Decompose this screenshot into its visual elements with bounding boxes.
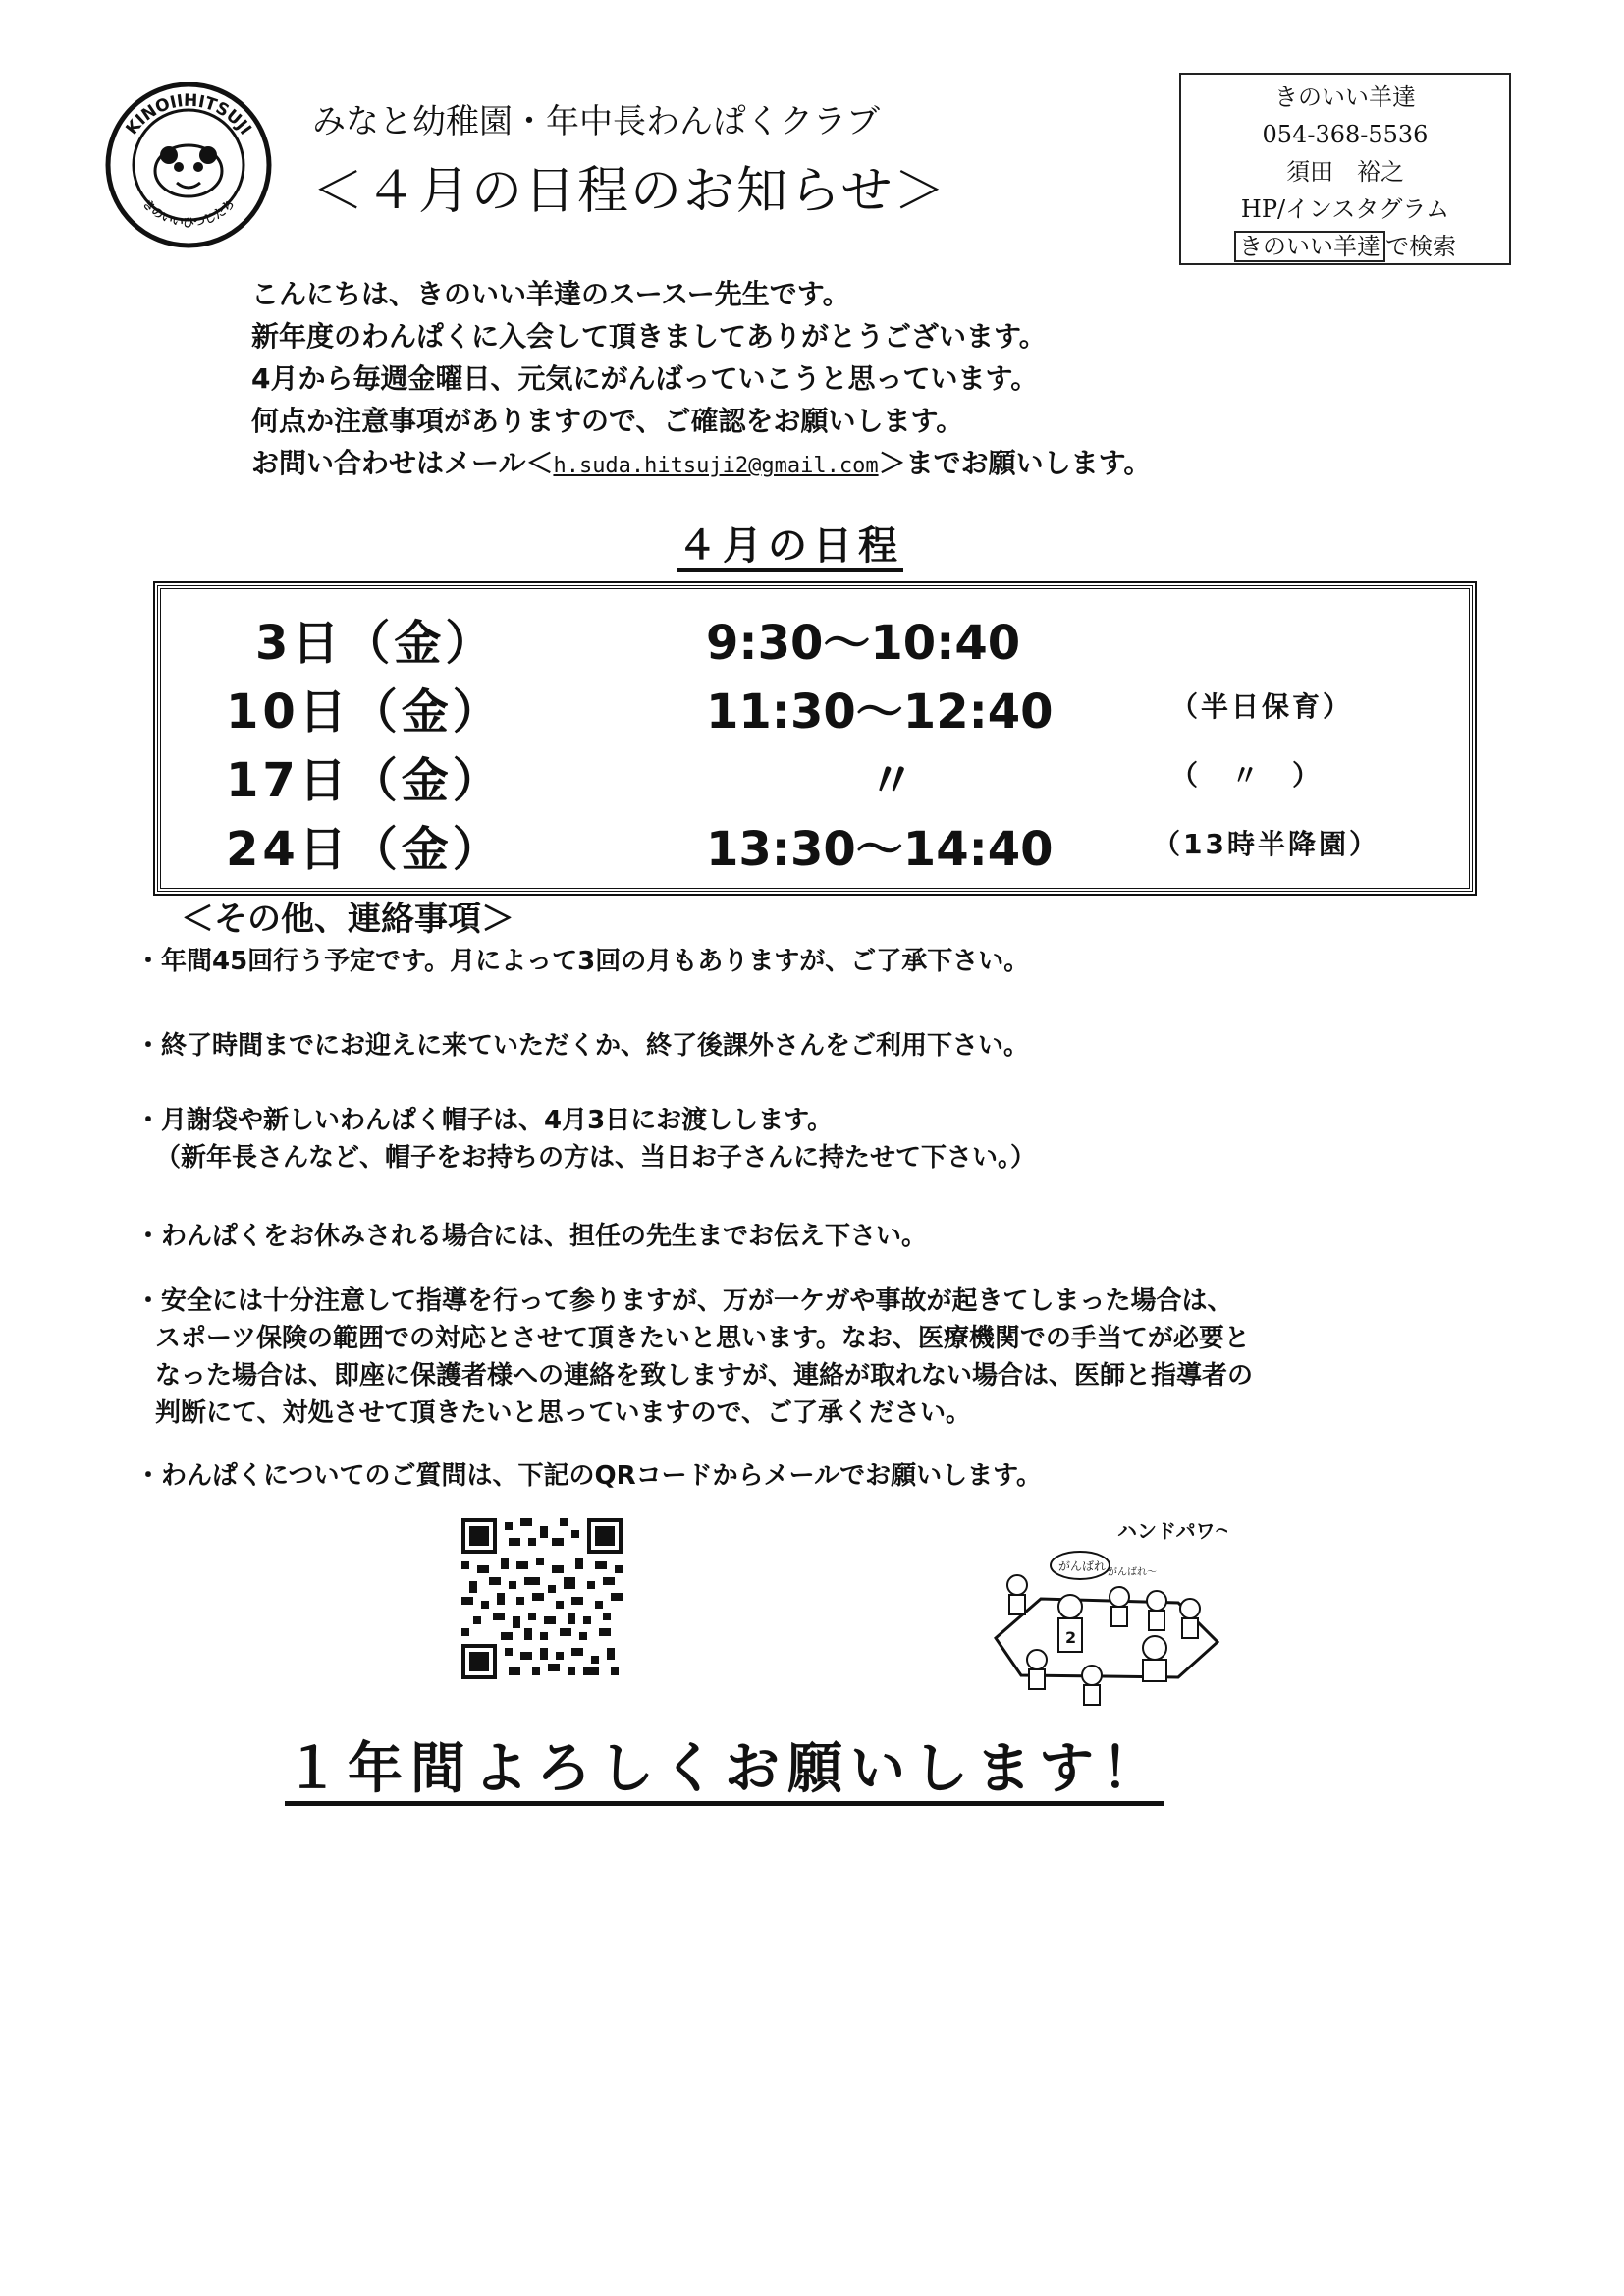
note-line: ・わんぱくをお休みされる場合には、担任の先生までお伝え下さい。 [135, 1222, 928, 1251]
schedule-time: 〃 [868, 753, 916, 808]
contact-org: きのいい羊達 [1274, 83, 1416, 111]
logo-bottom-text: きのいいひつじたち [139, 196, 238, 230]
schedule-heading: ４月の日程 [677, 524, 903, 572]
page-title: ＜４月の日程のお知らせ＞ [312, 162, 947, 221]
schedule-note: （ 〃 ） [1170, 759, 1324, 792]
contact-phone: 054-368-5536 [1262, 121, 1429, 148]
schedule-time: 9:30〜10:40 [706, 616, 1021, 671]
intro-line: 新年度のわんぱくに入会して頂きましてありがとうございます。 [251, 320, 1047, 353]
note-line: なった場合は、即座に保護者様への連絡を致しますが、連絡が取れない場合は、医師と指導者の [155, 1361, 1254, 1391]
club-subtitle: みなと幼稚園・年中長わんぱくクラブ [312, 102, 880, 141]
speech-bubble-1: がんばれ [1058, 1559, 1107, 1573]
logo-arc-text: KINOIIHITSUJI [122, 90, 255, 139]
schedule-date: 17日（金） [226, 753, 504, 808]
note-line: （新年長さんなど、帽子をお持ちの方は、当日お子さんに持たせて下さい。） [155, 1143, 1037, 1173]
note-item [135, 1457, 1042, 1495]
notes-heading: ＜その他、連絡事項＞ [181, 900, 514, 939]
intro-paragraph [251, 273, 1151, 487]
qr-code[interactable] [461, 1518, 623, 1679]
contact-suffix: ＞までお願いします。 [878, 447, 1152, 479]
note-line: ・年間45回行う予定です。月によって3回の月もありますが、ご了承下さい。 [135, 947, 1030, 976]
note-item [135, 1027, 1029, 1065]
note-line: ・終了時間までにお迎えに来ていただくか、終了後課外さんをご利用下さい。 [135, 1031, 1030, 1061]
note-item [135, 1102, 1036, 1176]
note-line: ・月謝袋や新しいわんぱく帽子は、4月3日にお渡しします。 [135, 1106, 834, 1135]
schedule-date: 3日（金） [255, 616, 497, 671]
contact-search-key: きのいい羊達 [1234, 231, 1385, 262]
speech-bubble-2: がんばれ〜 [1108, 1567, 1157, 1578]
schedule-row [161, 674, 1469, 742]
schedule-date: 10日（金） [226, 684, 504, 739]
contact-search-suffix: で検索 [1385, 233, 1456, 260]
schedule-time: 13:30〜14:40 [706, 822, 1054, 877]
contact-box [1179, 73, 1511, 265]
kids-playing-illustration [982, 1512, 1227, 1717]
svg-text:きのいいひつじたち [140, 196, 238, 229]
schedule-note: （半日保育） [1170, 690, 1354, 723]
note-line: 判断にて、対処させて頂きたいと思っていますので、ご了承ください。 [155, 1398, 971, 1428]
schedule-note: （13時半降園） [1153, 828, 1380, 860]
schedule-table [157, 585, 1473, 892]
intro-contact-line [251, 442, 1151, 487]
note-item [135, 1283, 1253, 1432]
contact-hp: HP/インスタグラム [1240, 195, 1450, 223]
sheep-logo-icon [155, 145, 222, 196]
schedule-row [161, 742, 1469, 811]
schedule-time: 11:30〜12:40 [706, 684, 1054, 739]
intro-line: 何点か注意事項がありますので、ご確認をお願いします。 [251, 405, 964, 437]
note-line: スポーツ保険の範囲での対応とさせて頂きたいと思います。なお、医療機関での手当てが必要と [155, 1324, 1250, 1353]
jersey-number: 2 [1065, 1628, 1077, 1647]
intro-line: こんにちは、きのいい羊達のスースー先生です。 [251, 278, 850, 310]
illustration-caption: ハンドパワ〜 [1117, 1519, 1227, 1543]
intro-line: 4月から毎週金曜日、元気にがんばっていこうと思っています。 [251, 362, 1039, 395]
schedule-row [161, 811, 1469, 880]
contact-prefix: お問い合わせはメール＜ [251, 447, 554, 479]
schedule-row [161, 605, 1469, 674]
contact-search [1181, 228, 1509, 265]
note-item [135, 1218, 927, 1255]
contact-name: 須田 裕之 [1286, 158, 1404, 186]
note-line: ・安全には十分注意して指導を行って参りますが、万が一ケガや事故が起きてしまった場合は、 [135, 1286, 1233, 1316]
kinoii-hitsuji-logo [104, 81, 273, 249]
note-item [135, 943, 1029, 980]
note-line: ・わんぱくについてのご質問は、下記のQRコードからメールでお願いします。 [135, 1461, 1043, 1491]
schedule-date: 24日（金） [226, 822, 504, 877]
email-link[interactable]: h.suda.hitsuji2@gmail.com [553, 454, 879, 478]
closing-message: １年間よろしくお願いします！ [285, 1738, 1164, 1806]
